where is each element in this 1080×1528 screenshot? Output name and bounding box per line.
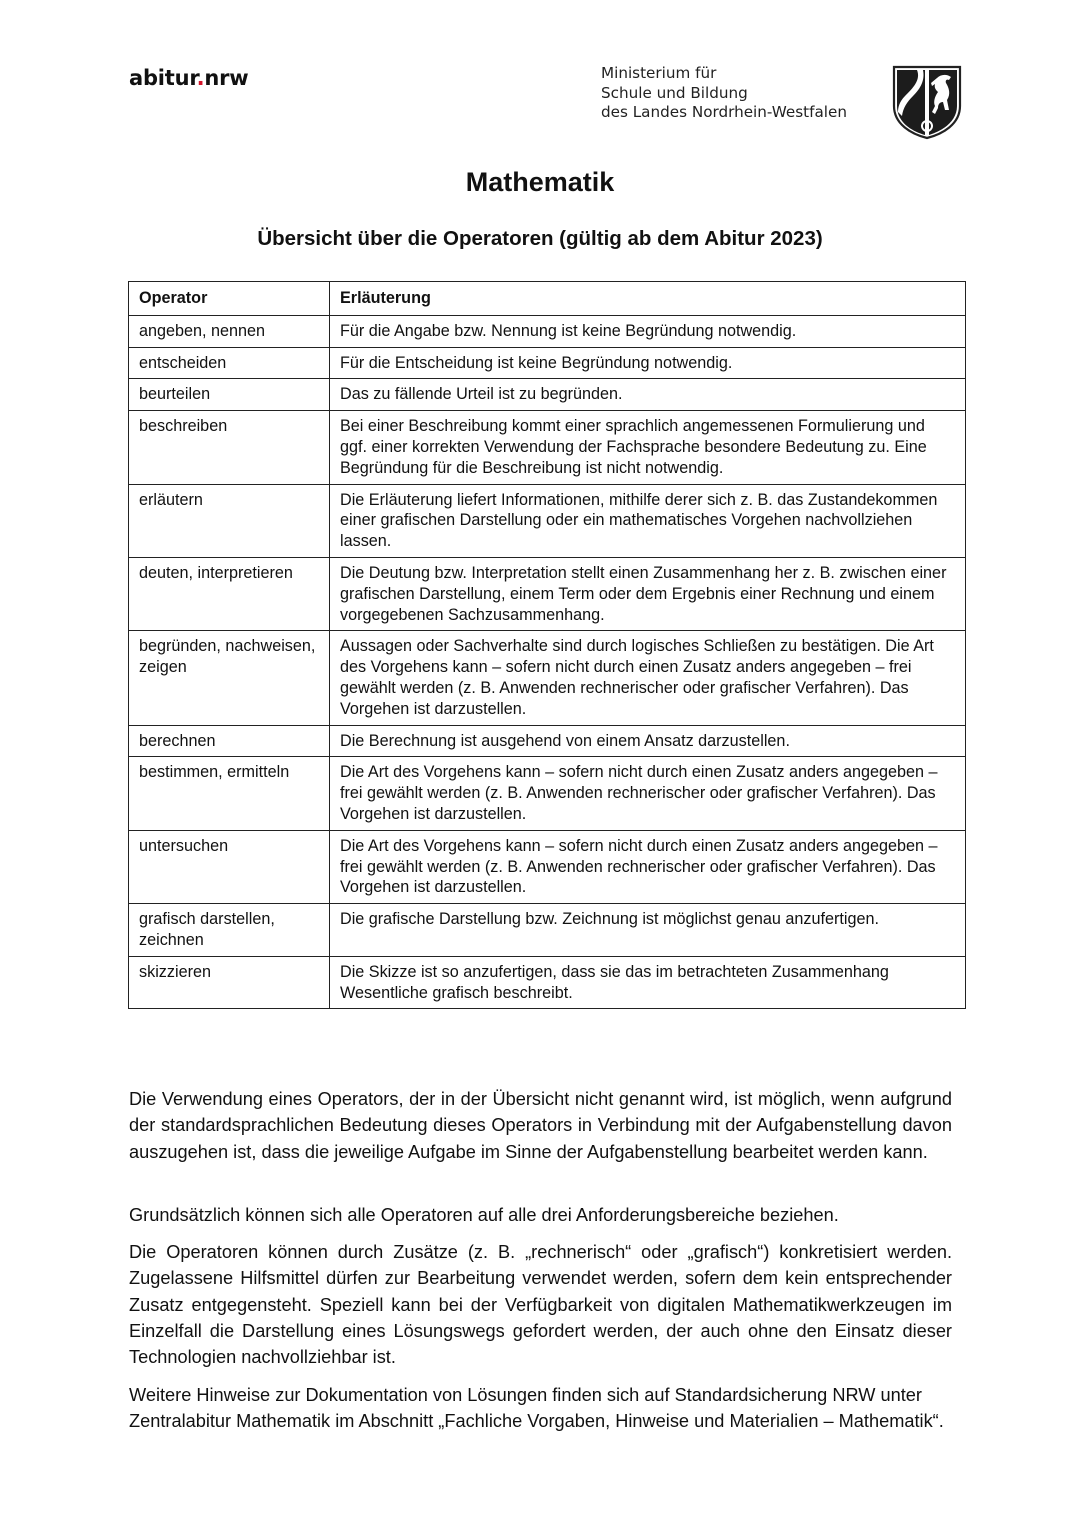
table-row bbox=[129, 379, 966, 411]
operator-cell: grafisch darstellen, zeichnen bbox=[129, 904, 330, 957]
page-subtitle: Übersicht über die Operatoren (gültig ab dem Abitur 2023) bbox=[257, 227, 823, 250]
brand-suffix: nrw bbox=[204, 66, 249, 90]
operator-cell: bestimmen, ermitteln bbox=[129, 757, 330, 830]
explanation-cell: Aussagen oder Sachverhalte sind durch logisches Schließen zu bestätigen. Die Art des Vorgehens kann – sofern nicht durch einen Zusatz anders angegeben – frei gewählt werden (z. B. Anwenden rechnerischer oder grafischer Verfahren). Das Vorgehen ist darzustellen. bbox=[330, 631, 966, 725]
table-row bbox=[129, 315, 966, 347]
paragraph-further-notes: Weitere Hinweise zur Dokumentation von Lösungen finden sich auf Standardsicherung NRW unter Zentralabitur Mathematik im Abschnitt „Fachliche Vorgaben, Hinweise und Materialien – Mathematik“. bbox=[129, 1385, 944, 1432]
explanation-cell: Bei einer Beschreibung kommt einer sprachlich angemessenen Formulierung und ggf. einer korrekten Verwendung der Fachsprache besondere Bedeutung zu. Eine Begründung für die Beschreibung ist nicht notwendig. bbox=[330, 411, 966, 484]
operators-table bbox=[128, 281, 966, 1009]
table-header-row bbox=[129, 282, 966, 316]
ministry-line: Schule und Bildung bbox=[601, 83, 748, 102]
operator-cell: beurteilen bbox=[129, 379, 330, 411]
page-title: Mathematik bbox=[465, 167, 615, 197]
paragraph-additions-tools: Die Operatoren können durch Zusätze (z. B. „rechnerisch“ oder „grafisch“) konkretisiert werden. Zugelassene Hilfsmittel dürfen zur Bearbeitung verwendet werden, sofern dem kein entsprechender Zusatz entgegensteht. Speziell kann bei der Verfügbarkeit von digitalen Mathematikwerkzeugen im Einzelfall die Darstellung eines Lösungswegs gefordert werden, der auch ohne den Einsatz dieser Technologien nachvollziehbar ist. bbox=[129, 1242, 952, 1368]
table-row bbox=[129, 411, 966, 484]
explanation-cell: Für die Entscheidung ist keine Begründung notwendig. bbox=[330, 347, 966, 379]
table-row bbox=[129, 725, 966, 757]
table-row bbox=[129, 484, 966, 557]
column-header-explanation: Erläuterung bbox=[330, 282, 966, 316]
table-row bbox=[129, 631, 966, 725]
explanation-cell: Das zu fällende Urteil ist zu begründen. bbox=[330, 379, 966, 411]
operator-cell: untersuchen bbox=[129, 830, 330, 903]
paragraph-unlisted-operators: Die Verwendung eines Operators, der in der Übersicht nicht genannt wird, ist möglich, wenn aufgrund der standardsprachlichen Bedeutung dieses Operators in Verbindung mit der Aufgabenstellung davon auszugehen ist, dass die jeweilige Aufgabe im Sinne der Aufgabenstellung bearbeitet werden kann. bbox=[129, 1089, 952, 1162]
operator-cell: beschreiben bbox=[129, 411, 330, 484]
abitur-nrw-logo bbox=[129, 66, 248, 90]
explanation-cell: Die Berechnung ist ausgehend von einem Ansatz darzustellen. bbox=[330, 725, 966, 757]
table-row bbox=[129, 757, 966, 830]
operator-cell: deuten, interpretieren bbox=[129, 557, 330, 630]
nrw-coat-of-arms-icon bbox=[891, 64, 963, 140]
ministry-line: Ministerium für bbox=[601, 64, 717, 82]
operator-cell: berechnen bbox=[129, 725, 330, 757]
table-row bbox=[129, 904, 966, 957]
ministry-name bbox=[601, 64, 847, 123]
table-row bbox=[129, 956, 966, 1009]
explanation-cell: Die Art des Vorgehens kann – sofern nicht durch einen Zusatz anders angegeben – frei gewählt werden (z. B. Anwenden rechnerischer oder grafischer Verfahren). Das Vorgehen ist darzustellen. bbox=[330, 757, 966, 830]
explanation-cell: Die Erläuterung liefert Informationen, mithilfe derer sich z. B. das Zustandekommen einer grafischen Darstellung oder ein mathematisches Vorgehen nachvollziehen lassen. bbox=[330, 484, 966, 557]
brand-dot: . bbox=[196, 66, 205, 90]
paragraph-requirement-areas: Grundsätzlich können sich alle Operatoren auf alle drei Anforderungsbereiche beziehen. bbox=[129, 1205, 839, 1226]
explanation-cell: Die grafische Darstellung bzw. Zeichnung ist möglichst genau anzufertigen. bbox=[330, 904, 966, 957]
explanation-cell: Für die Angabe bzw. Nennung ist keine Begründung notwendig. bbox=[330, 315, 966, 347]
operator-cell: begründen, nachweisen, zeigen bbox=[129, 631, 330, 725]
operator-cell: erläutern bbox=[129, 484, 330, 557]
table-row bbox=[129, 557, 966, 630]
column-header-operator: Operator bbox=[129, 282, 330, 316]
brand-prefix: abitur bbox=[129, 66, 197, 90]
table-row bbox=[129, 830, 966, 903]
operator-cell: entscheiden bbox=[129, 347, 330, 379]
explanation-cell: Die Deutung bzw. Interpretation stellt einen Zusammenhang her z. B. zwischen einer grafischen Darstellung, einem Term oder dem Ergebnis einer Rechnung und einem vorgegebenen Sachzusammenhang. bbox=[330, 557, 966, 630]
operator-cell: angeben, nennen bbox=[129, 315, 330, 347]
operator-cell: skizzieren bbox=[129, 956, 330, 1009]
ministry-line: des Landes Nordrhein-Westfalen bbox=[601, 103, 847, 121]
explanation-cell: Die Art des Vorgehens kann – sofern nicht durch einen Zusatz anders angegeben – frei gewählt werden (z. B. Anwenden rechnerischer oder grafischer Verfahren). Das Vorgehen ist darzustellen. bbox=[330, 830, 966, 903]
table-row bbox=[129, 347, 966, 379]
explanation-cell: Die Skizze ist so anzufertigen, dass sie das im betrachteten Zusammenhang Wesentliche grafisch beschreibt. bbox=[330, 956, 966, 1009]
